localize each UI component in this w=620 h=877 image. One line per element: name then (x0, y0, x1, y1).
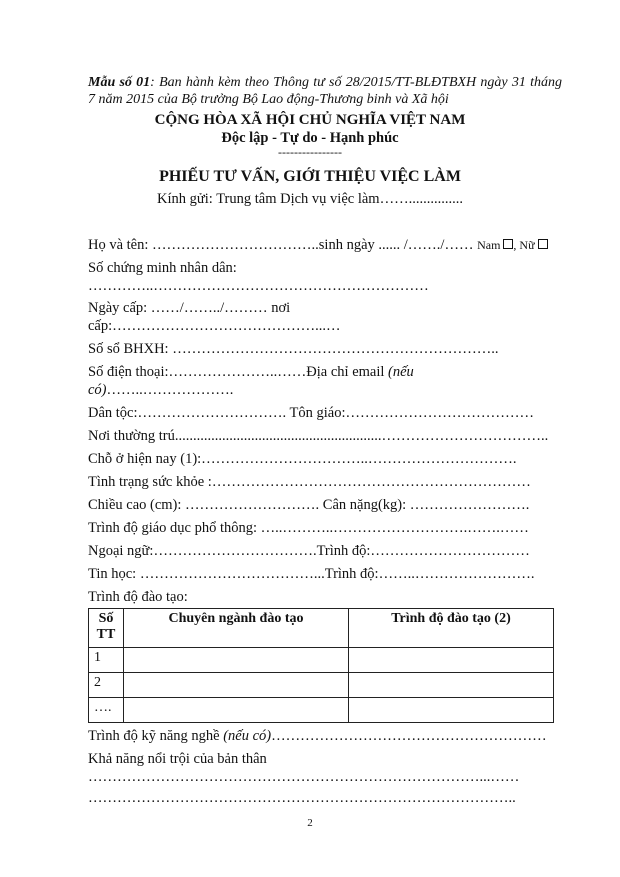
issue-date-field[interactable]: Ngày cấp: ……/……../……… nơi (88, 300, 291, 316)
social-insurance-field[interactable]: Số sổ BHXH: ………………………………………………………….. (88, 341, 499, 357)
form-title: PHIẾU TƯ VẤN, GIỚI THIỆU VIỆC LÀM (159, 168, 461, 185)
strength-field-2[interactable]: …………………………………………………………………………….. (88, 790, 516, 806)
col-major-header: Chuyên ngành đào tạo (124, 609, 349, 648)
male-label: Nam (477, 238, 501, 252)
page-number: 2 (307, 817, 313, 829)
row-number: …. (89, 698, 124, 723)
skill-label: Trình độ kỹ năng nghề (88, 728, 224, 744)
table-row (89, 648, 554, 673)
email-optional-note: (nếu (388, 364, 414, 380)
email-dots: ……..………………. (106, 382, 234, 398)
strength-field-1[interactable]: ………………………………………………………………………...…… (88, 769, 520, 785)
table-header-row (89, 609, 554, 648)
col-number-header: Số TT (89, 609, 124, 648)
permanent-residence-field[interactable]: Nơi thường trú.........................................................…………………………….. (88, 428, 549, 444)
female-checkbox[interactable] (538, 239, 548, 249)
skill-dots: ………………………………………………… (271, 728, 547, 744)
row-number: 2 (89, 673, 124, 698)
country-name: CỘNG HÒA XÃ HỘI CHỦ NGHĨA VIỆT NAM (154, 112, 466, 128)
id-number-field[interactable]: …………..………………………………………………… (88, 278, 429, 294)
level-cell[interactable] (349, 673, 554, 698)
form-legal-basis: : Ban hành kèm theo Thông tư số 28/2015/TT-BLĐTBXH ngày 31 tháng 7 năm 2015 của Bộ trưởng Bộ Lao động-Thương binh và Xã hội (88, 75, 562, 107)
level-cell[interactable] (349, 648, 554, 673)
training-label: Trình độ đào tạo: (88, 589, 188, 605)
national-motto: Độc lập - Tự do - Hạnh phúc (221, 130, 399, 146)
table-row (89, 698, 554, 723)
name-label: Họ và tên: ……………………………..sinh ngày ...... /……./…… (88, 237, 478, 253)
it-skill-field[interactable]: Tin học: ………………………………...Trình độ:……..……………………. (88, 566, 535, 582)
ethnic-religion-field[interactable]: Dân tộc:…………………………. Tôn giáo:………………………………… (88, 405, 534, 421)
phone-label: Số điện thoại:…………………..……Địa chỉ email (88, 364, 389, 380)
row-number: 1 (89, 648, 124, 673)
major-cell[interactable] (124, 698, 349, 723)
strength-label: Khả năng nổi trội của bản thân (88, 751, 267, 767)
email-optional-note-cont: có) (88, 382, 107, 398)
height-weight-field[interactable]: Chiều cao (cm): ………………………. Cân nặng(kg): ……………………. (88, 497, 530, 513)
id-number-label: Số chứng minh nhân dân: (88, 260, 237, 276)
motto-divider: ---------------- (278, 145, 342, 159)
recipient-line: Kính gửi: Trung tâm Dịch vụ việc làm……............... (157, 191, 463, 207)
issue-place-field[interactable]: cấp:……………………………………...… (88, 318, 341, 334)
email-field[interactable] (88, 381, 233, 399)
female-label: Nữ (519, 238, 535, 252)
table-row (89, 673, 554, 698)
health-status-field[interactable]: Tình trạng sức khỏe :………………………………………………………… (88, 474, 531, 490)
vocational-skill-field[interactable] (88, 727, 547, 745)
col-level-header: Trình độ đào tạo (2) (349, 609, 554, 648)
skill-optional-note: (nếu có) (223, 728, 272, 744)
major-cell[interactable] (124, 648, 349, 673)
training-table (88, 608, 554, 723)
form-number: Mẫu số 01 (88, 75, 151, 90)
male-checkbox[interactable] (503, 239, 513, 249)
education-field[interactable]: Trình độ giáo dục phổ thông: …..………..……………………….…….…… (88, 520, 529, 536)
major-cell[interactable] (124, 673, 349, 698)
name-field[interactable]: Họ và tên: ……………………………..sinh ngày ...... /……./…… Nam , Nữ (88, 236, 548, 254)
form-header-note (88, 74, 562, 108)
phone-email-field[interactable] (88, 363, 414, 381)
foreign-language-field[interactable]: Ngoại ngữ:…………………………….Trình độ:…………………………… (88, 543, 530, 559)
current-address-field[interactable]: Chỗ ở hiện nay (1):……………………………..…………………………. (88, 451, 517, 467)
level-cell[interactable] (349, 698, 554, 723)
